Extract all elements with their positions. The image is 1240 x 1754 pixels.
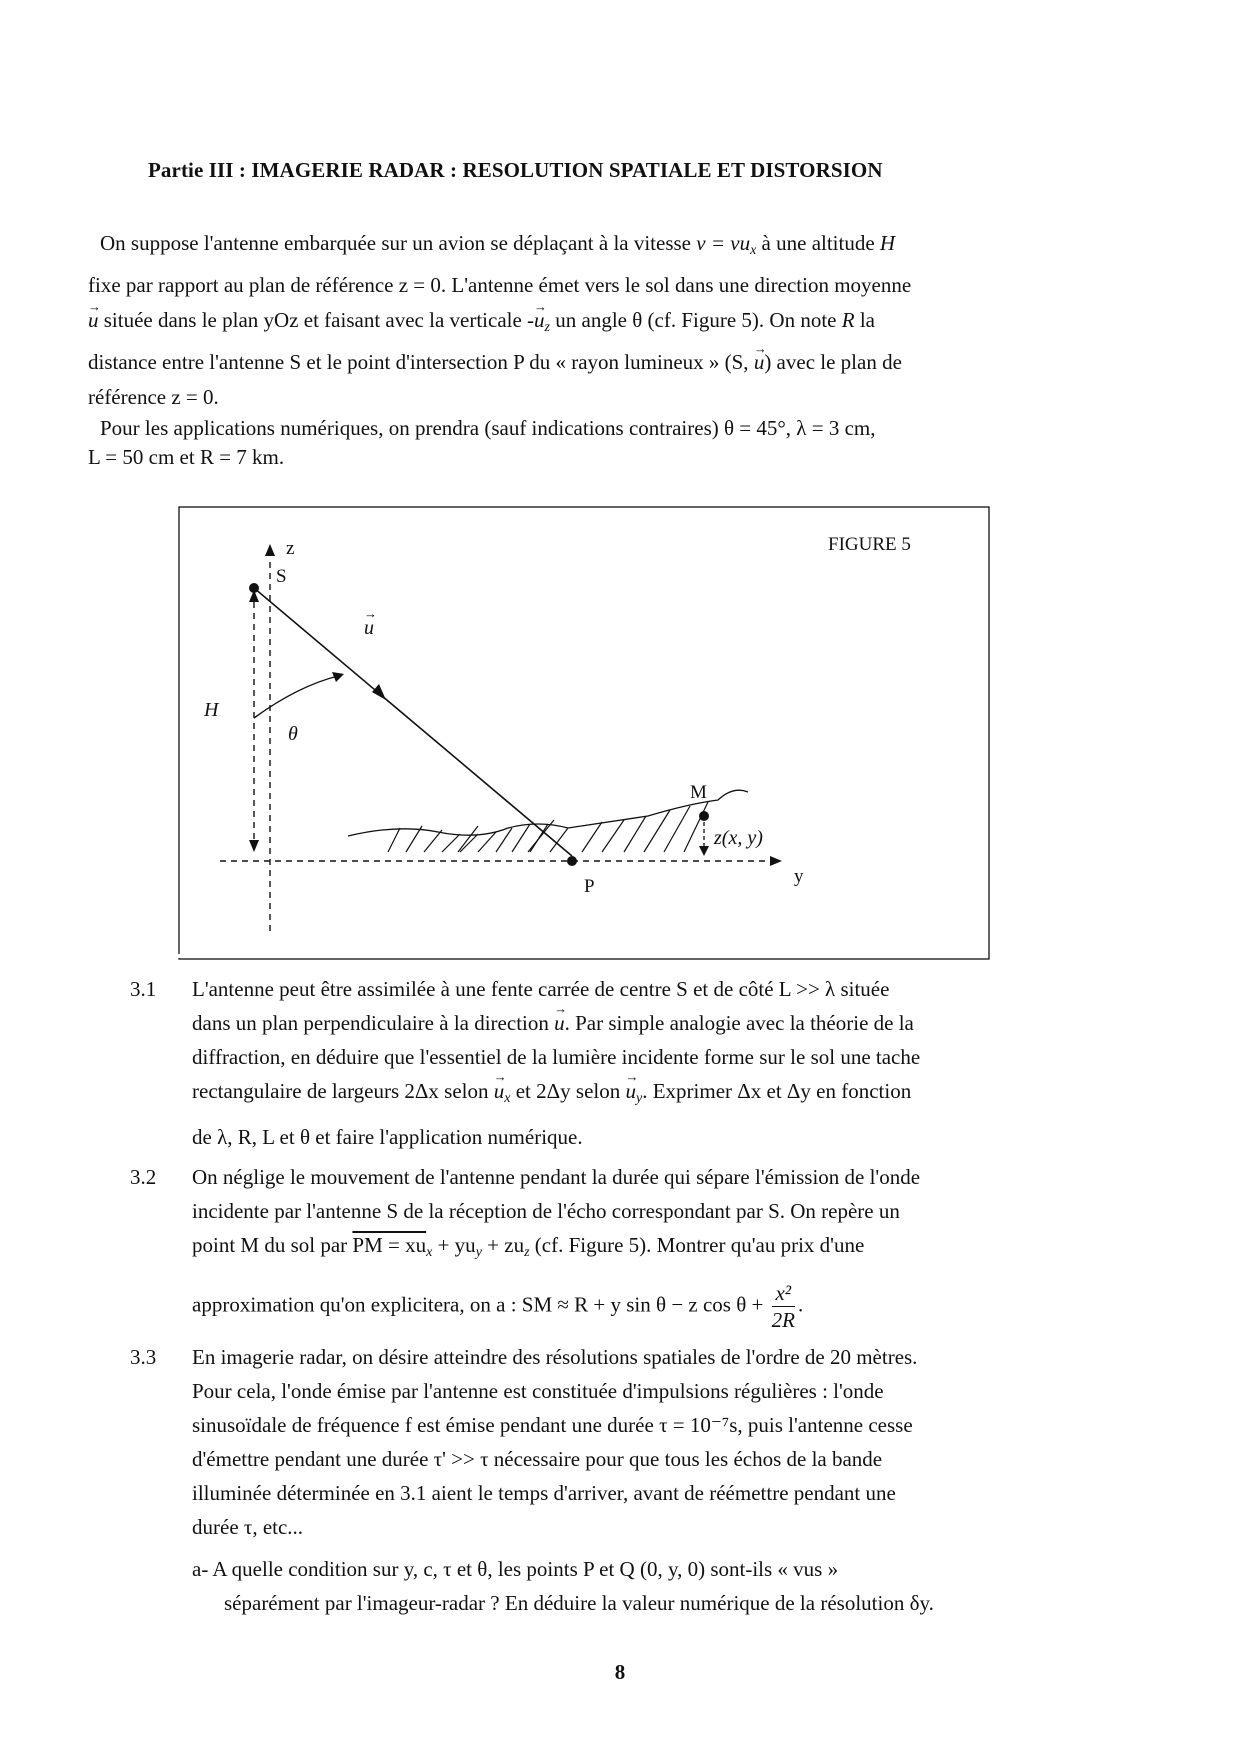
q32-line-3: point M du sol par PM = $xu_x + yu_y + zu_z$ (cf. Figure 5). Montrer qu'au prix d'une — [192, 1233, 865, 1260]
point-M — [699, 811, 709, 821]
q31-line-2: dans un plan perpendiculaire à la direction → u. Par simple analogie avec la théorie de la — [192, 1006, 1092, 1040]
intro-line-1: On suppose l'antenne embarquée sur un avion se déplaçant à la vitesse $v = vu_x$ à une altitude H — [100, 231, 896, 258]
q33a-line-1: a- A quelle condition sur y, c, τ et θ, les points P et Q (0, y, 0) sont-ils « vus » — [192, 1557, 839, 1581]
z-axis-arrow — [265, 544, 275, 556]
point-P-label: P — [584, 876, 595, 897]
question-3-3 — [130, 1340, 1092, 1544]
fraction: $\frac{\text{x²}}{2R}$ — [771, 1281, 795, 1332]
question-number: 3.2 — [130, 1165, 157, 1189]
angle-arc — [254, 676, 338, 718]
q33a-line-2: séparément par l'imageur-radar ? En déduire la valeur numérique de la résolution δy. — [224, 1591, 934, 1615]
question-3-2 — [130, 1160, 1092, 1333]
intro-line-5: référence z = 0. — [88, 385, 219, 409]
q33-line-4: d'émettre pendant une durée τ' >> τ nécessaire pour que tous les échos de la bande — [192, 1447, 883, 1471]
question-number: 3.3 — [130, 1345, 157, 1369]
q33-line-2: Pour cela, l'onde émise par l'antenne est constituée d'impulsions régulières : l'onde — [192, 1379, 884, 1403]
vector-u-label: u — [364, 617, 374, 639]
intro-paragraph — [88, 226, 1090, 475]
q33-line-1: En imagerie radar, on désire atteindre des résolutions spatiales de l'ordre de 20 mètres. — [192, 1345, 918, 1369]
q31-line-3: diffraction, en déduire que l'essentiel de la lumière incidente forme sur le sol une tache — [192, 1045, 921, 1069]
q32-line-1: On néglige le mouvement de l'antenne pendant la durée qui sépare l'émission de l'onde — [192, 1165, 921, 1189]
angle-label: θ — [288, 723, 298, 745]
q31-line-5: de λ, R, L et θ et faire l'application numérique. — [192, 1125, 583, 1149]
q31-line-4: rectangulaire de largeurs 2Δx selon → $u_x$ et 2Δy selon → $u_y$. Exprimer Δx et Δy en fonction — [192, 1074, 1092, 1116]
page-title: Partie III : IMAGERIE RADAR : RESOLUTION SPATIALE ET DISTORSION — [148, 158, 883, 182]
altitude-label: H — [204, 699, 219, 721]
point-S-label: S — [276, 566, 287, 587]
intro-line-3: → u située dans le plan yOz et faisant avec la verticale -→ $u_z$ un angle θ (cf. Figure 5). On note R la — [88, 303, 1090, 345]
question-3-3-a — [192, 1552, 1092, 1620]
question-3-1 — [130, 972, 1092, 1154]
q33-line-3: sinusoïdale de fréquence f est émise pendant une durée τ = 10⁻⁷s, puis l'antenne cesse — [192, 1413, 913, 1437]
q33-line-5: illuminée déterminée en 3.1 aient le temps d'arriver, avant de réémettre pendant une — [192, 1481, 896, 1505]
intro-line-2: fixe par rapport au plan de référence z = 0. L'antenne émet vers le sol dans une direction moyenne — [88, 273, 912, 297]
terrain-profile — [348, 790, 748, 836]
y-axis-label: y — [794, 866, 804, 887]
point-M-label: M — [690, 782, 707, 803]
intro-line-4: distance entre l'antenne S et le point d'intersection P du « rayon lumineux » (S, → u) avec le plan de — [88, 345, 1090, 380]
y-axis-arrow — [770, 856, 782, 866]
figure-5-diagram — [178, 506, 990, 960]
ray-arrow — [372, 684, 386, 700]
figure-5 — [178, 506, 990, 960]
intro-line-6: Pour les applications numériques, on prendra (sauf indications contraires) θ = 45°, λ = 3 cm, — [100, 416, 876, 440]
page-number: 8 — [614, 1660, 626, 1684]
figure-label: FIGURE 5 — [828, 534, 911, 555]
height-label: z(x, y) — [714, 827, 763, 849]
q33-line-6: durée τ, etc... — [192, 1515, 304, 1539]
q32-line-4: approximation qu'on explicitera, on a : SM ≈ R + y sin θ − z cos θ + $\frac{\text{x²}}{2R}$ . — [192, 1281, 804, 1332]
h-arrow-bottom — [249, 840, 259, 852]
intro-line-7: L = 50 cm et R = 7 km. — [88, 445, 285, 469]
z-axis-label: z — [286, 538, 295, 559]
q31-line-1: L'antenne peut être assimilée à une fente carrée de centre S et de côté L >> λ située — [192, 977, 890, 1001]
point-P — [567, 856, 577, 866]
question-number: 3.1 — [130, 977, 157, 1001]
ray-SP — [254, 588, 572, 856]
vector-u-arrow: → — [364, 606, 377, 621]
q32-line-2: incidente par l'antenne S de la réception de l'écho correspondant par S. On repère un — [192, 1199, 900, 1223]
terrain-hatch — [388, 802, 708, 852]
